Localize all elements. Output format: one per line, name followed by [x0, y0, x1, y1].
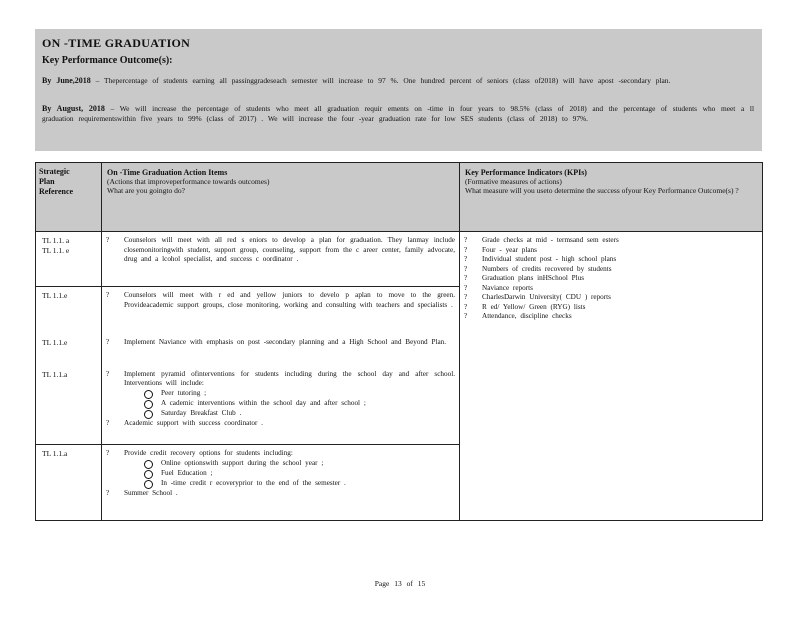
action-item: [106, 419, 455, 429]
action-cell: [102, 232, 460, 287]
bullet-marker: ?: [106, 449, 110, 457]
action-cell: [102, 366, 460, 445]
bullet-marker: ?: [464, 255, 468, 263]
table-row: [36, 232, 763, 287]
kpi-question: What measure will you useto determine the success ofyour Key Performance Outcome(s) ?: [465, 186, 739, 195]
bullet-marker: ?: [464, 264, 468, 273]
reference-label: TL 1.1. a: [42, 236, 70, 245]
kpi-desc: (Formative measures of actions): [465, 177, 562, 186]
kpi-item: [464, 284, 758, 294]
action-text: Summer School .: [124, 488, 178, 497]
action-text: Provide credit recovery options for students including:: [124, 449, 293, 457]
kpi-item: [464, 255, 758, 265]
action-cell: [102, 287, 460, 334]
action-items-question: What are you goingto do?: [107, 186, 185, 195]
bullet-marker: ?: [464, 274, 468, 282]
page-number: Page 13 of 15: [374, 579, 426, 588]
bullet-marker: ?: [464, 302, 468, 311]
kpi-header: [460, 163, 763, 232]
action-text: Counselors will meet with all red s eniors to develop a plan for graduation. They lanmay include closemonitoringwith student, support group, counseling, support from the c areer center, family advocate, drug and a lcohol specialist, and success c oordinator .: [124, 236, 455, 263]
outcome-paragraph-1: [42, 76, 754, 86]
bullet-marker: ?: [106, 369, 110, 378]
reference-label: TL 1.1.a: [42, 449, 68, 458]
kpi-item: [464, 312, 758, 322]
page-title: ON -TIME GRADUATION: [42, 36, 191, 50]
reference-label: TL 1.1.a: [42, 369, 68, 379]
kpi-item: [464, 265, 758, 275]
outcome-header-box: [35, 29, 762, 151]
reference-cell: [36, 366, 102, 445]
action-text: Implement Naviance with emphasis on post -secondary planning and a High School and Beyond Plan.: [124, 337, 447, 346]
action-items-table: [35, 162, 763, 521]
kpi-item: [464, 303, 758, 313]
action-item: [106, 291, 455, 310]
action-cell: [102, 445, 460, 521]
key-performance-subtitle: Key Performance Outcome(s):: [42, 55, 173, 66]
kpi-item: [464, 293, 758, 303]
sub-item-text: Saturday Breakfast Club .: [161, 408, 242, 417]
kpi-item: [464, 236, 758, 246]
sub-item: [106, 409, 455, 419]
action-items-desc: (Actions that improveperformance towards outcomes): [107, 177, 270, 186]
reference-cell: [36, 445, 102, 521]
action-text: Implement pyramid ofinterventions for students including during the school day and after school. Interventions will include:: [124, 369, 455, 387]
circle-bullet-icon: [144, 460, 153, 469]
reference-label: TL 1.1.e: [42, 291, 68, 300]
sub-item-text: Fuel Education ;: [161, 468, 213, 477]
kpi-text: Numbers of credits recovered by students: [482, 264, 612, 273]
sub-item-text: In -time credit r ecoveryprior to the end of the semester .: [161, 478, 346, 487]
kpi-item: [464, 274, 758, 284]
circle-bullet-icon: [144, 410, 153, 419]
bullet-marker: ?: [106, 488, 110, 497]
kpi-cell: [460, 232, 763, 521]
outcome-2-date: By August, 2018: [42, 104, 105, 113]
kpi-item: [464, 246, 758, 256]
kpi-text: Grade checks at mid - termsand sem esters: [482, 236, 619, 244]
bullet-marker: ?: [464, 312, 468, 320]
action-item: [106, 338, 455, 348]
header-reference: Reference: [39, 187, 74, 196]
kpi-text: Naviance reports: [482, 283, 533, 292]
header-strategic: Strategic: [39, 167, 70, 176]
bullet-marker: ?: [106, 337, 110, 346]
action-items-header: [102, 163, 460, 232]
outcome-2-text: – We will increase the percentage of students who meet all graduation requir ements on -time in four years to 98.5% (class of 2018) and the percentage of students who meet a ll graduation requirementswithin five years to 99% (class of 2017) . We will increase the four -year graduation rate for low SES students (class of 2018) to 97%.: [42, 104, 754, 123]
reference-cell: [36, 334, 102, 366]
kpi-text: Graduation plans inHSchool Plus: [482, 274, 585, 282]
action-item: [106, 370, 455, 389]
bullet-marker: ?: [106, 418, 110, 427]
bullet-marker: ?: [464, 283, 468, 292]
sub-item-text: Online optionswith support during the school year ;: [161, 458, 324, 467]
circle-bullet-icon: [144, 390, 153, 399]
reference-label: TL 1.1.e: [42, 337, 68, 347]
sub-item: [106, 389, 455, 399]
bullet-marker: ?: [106, 236, 110, 244]
reference-label: TL 1.1. e: [42, 245, 70, 255]
action-item: [106, 489, 455, 499]
bullet-marker: ?: [106, 291, 110, 299]
action-text: Academic support with success coordinator .: [124, 418, 263, 427]
kpi-title: Key Performance Indicators (KPIs): [465, 168, 587, 177]
sub-item-text: A cademic interventions within the school day and after school ;: [161, 398, 366, 407]
circle-bullet-icon: [144, 470, 153, 479]
reference-cell: [36, 287, 102, 334]
kpi-text: Individual student post - high school plans: [482, 255, 617, 263]
outcome-1-date: By June,2018: [42, 76, 91, 85]
kpi-text: CharlesDarwin University( CDU ) reports: [482, 293, 611, 301]
reference-cell: [36, 232, 102, 287]
header-plan: Plan: [39, 177, 55, 186]
sub-item-text: Peer tutoring ;: [161, 388, 207, 397]
action-item: [106, 449, 455, 459]
kpi-text: Attendance, discipline checks: [482, 312, 572, 320]
strategic-plan-header: [36, 163, 102, 232]
action-text: Counselors will meet with r ed and yellow juniors to develo p aplan to move to the green. Provideacademic support groups, close monitoring, working and consulting with teachers and specialists .: [124, 291, 455, 309]
circle-bullet-icon: [144, 480, 153, 489]
sub-item: [106, 479, 455, 489]
action-cell: [102, 334, 460, 366]
circle-bullet-icon: [144, 400, 153, 409]
outcome-1-text: – Thepercentage of students earning all passinggradeseach semester will increase to 97 %. One hundred percent of seniors (class of2018) will have apost -secondary plan.: [90, 76, 671, 85]
outcome-paragraph-2: [42, 104, 754, 123]
bullet-marker: ?: [464, 245, 468, 254]
kpi-text: R ed/ Yellow/ Green (RYG) lists: [482, 302, 586, 311]
sub-item: [106, 469, 455, 479]
sub-item: [106, 459, 455, 469]
kpi-text: Four - year plans: [482, 245, 537, 254]
table-header-row: [36, 163, 763, 232]
sub-item: [106, 399, 455, 409]
bullet-marker: ?: [464, 236, 468, 244]
bullet-marker: ?: [464, 293, 468, 301]
action-items-title: On -Time Graduation Action Items: [107, 168, 228, 177]
action-item: [106, 236, 455, 265]
